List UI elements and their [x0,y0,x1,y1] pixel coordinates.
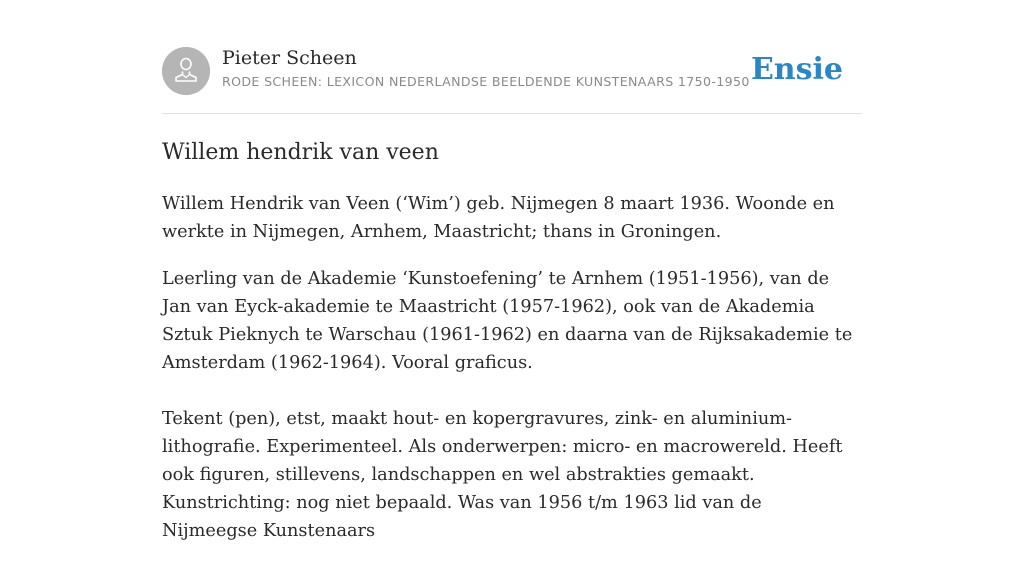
article-title: Willem hendrik van veen [162,140,439,165]
author-name[interactable]: Pieter Scheen [222,47,357,69]
article-paragraph: Leerling van de Akademie ‘Kunstoefening’ te Arnhem (1951-1956), van de Jan van Eyck-akademie te Maastricht (1957-1962), ook van de Akademia Sztuk Pieknych te Warschau (1961-1962) en daarna van de Rijksakademie te Amsterdam (1962-1964). Vooral graficus. [162,269,853,373]
header-divider [162,113,862,114]
article-paragraph: Willem Hendrik van Veen (‘Wim’) geb. Nijmegen 8 maart 1936. Woonde en werkte in Nijmegen, Arnhem, Maastricht; thans in Groningen. [162,194,835,242]
user-icon [162,47,210,95]
author-header [162,46,862,96]
article-paragraph: Tekent (pen), etst, maakt hout- en kopergravures, zink- en aluminium-lithografie. Experimenteel. Als onderwerpen: micro- en macrowereld. Heeft ook figuren, stillevens, landschappen en wel abstrakties gemaakt. Kunstrichting: nog niet bepaald. Was van 1956 t/m 1963 lid van de Nijmeegse Kunstenaars [162,409,843,541]
article-body [162,190,862,564]
author-avatar[interactable] [162,47,210,95]
ensie-logo[interactable]: Ensie [750,52,843,87]
source-title[interactable]: RODE SCHEEN: LEXICON NEDERLANDSE BEELDENDE KUNSTENAARS 1750-1950 [222,74,750,89]
